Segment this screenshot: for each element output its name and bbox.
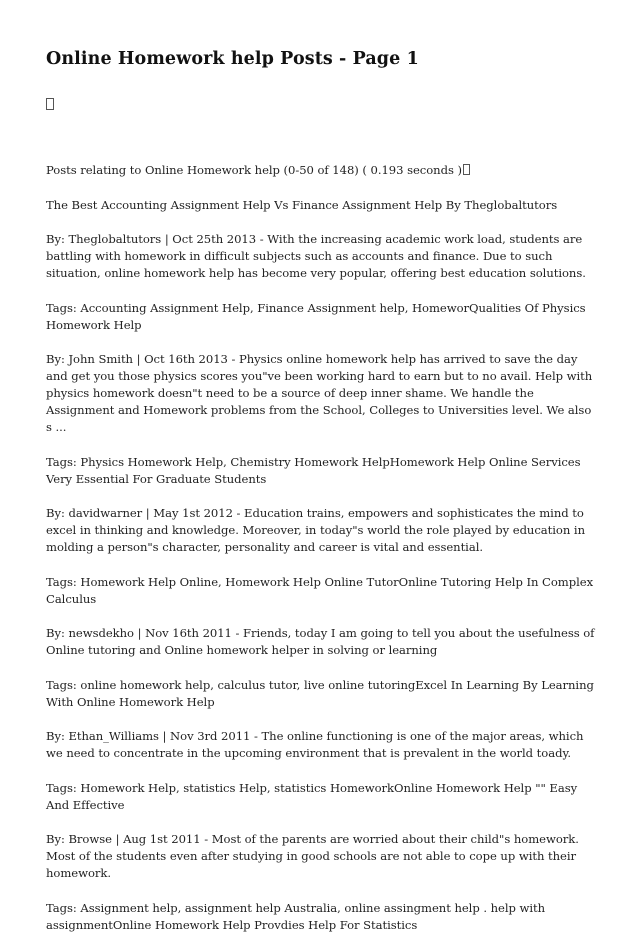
missing-glyph-icon bbox=[463, 164, 470, 175]
missing-glyph-icon bbox=[46, 98, 54, 110]
post-tags: Tags: Homework Help, statistics Help, statistics HomeworkOnline Homework Help "" Easy And Effective bbox=[46, 780, 578, 812]
post-tags: Tags: online homework help, calculus tutor, live online tutoringExcel In Learning By Learning With Online Homework Help bbox=[46, 677, 594, 709]
post-byline: By: davidwarner | May 1st 2012 - Education trains, empowers and sophisticates the mind to excel in thinking and knowledge. Moreover, in today"s world the role played by education in molding a person"s character, personality and career is vital and essential. bbox=[46, 506, 585, 554]
post-tags: Tags: Physics Homework Help, Chemistry Homework HelpHomework Help Online Services Very Essential For Graduate Students bbox=[46, 454, 581, 486]
post-tags: Tags: Accounting Assignment Help, Finance Assignment help, HomeworQualities Of Physics Homework Help bbox=[46, 300, 586, 332]
document-body bbox=[46, 162, 596, 951]
post-byline: By: newsdekho | Nov 16th 2011 - Friends, today I am going to tell you about the usefulness of Online tutoring and Online homework helper in solving or learning bbox=[46, 626, 595, 657]
post-byline: By: John Smith | Oct 16th 2013 - Physics online homework help has arrived to save the day and get you those physics scores you"ve been working hard to earn but to no avail. Help with physics homework doesn"t need to be a source of deep inner shame. We handle the Assignment and Homework problems from the School, Colleges to Universities level. We also s ... bbox=[46, 352, 593, 434]
post-byline: By: Browse | Aug 1st 2011 - Most of the parents are worried about their child"s homework. Most of the students even after studying in good schools are not able to cope up with their homework. bbox=[46, 832, 579, 880]
post-tags: Tags: Homework Help Online, Homework Help Online TutorOnline Tutoring Help In Complex Calculus bbox=[46, 574, 594, 606]
results-summary: Posts relating to Online Homework help (0-50 of 148) ( 0.193 seconds ) bbox=[46, 162, 596, 179]
post-tags: Tags: Assignment help, assignment help Australia, online assingment help . help with assignmentOnline Homework Help Provdies Help For Statistics bbox=[46, 900, 546, 932]
page-title: Online Homework help Posts - Page 1 bbox=[46, 49, 419, 69]
post-byline: By: Theglobaltutors | Oct 25th 2013 - With the increasing academic work load, students are battling with homework in difficult subjects such as accounts and finance. Due to such situation, online homework help has become very popular, offering best education solutions. bbox=[46, 232, 586, 280]
post-byline: By: Ethan_Williams | Nov 3rd 2011 - The online functioning is one of the major areas, which we need to concentrate in the upcoming environment that is prevalent in the world toady. bbox=[46, 729, 584, 760]
post-heading: The Best Accounting Assignment Help Vs Finance Assignment Help By Theglobaltutors bbox=[46, 197, 558, 212]
